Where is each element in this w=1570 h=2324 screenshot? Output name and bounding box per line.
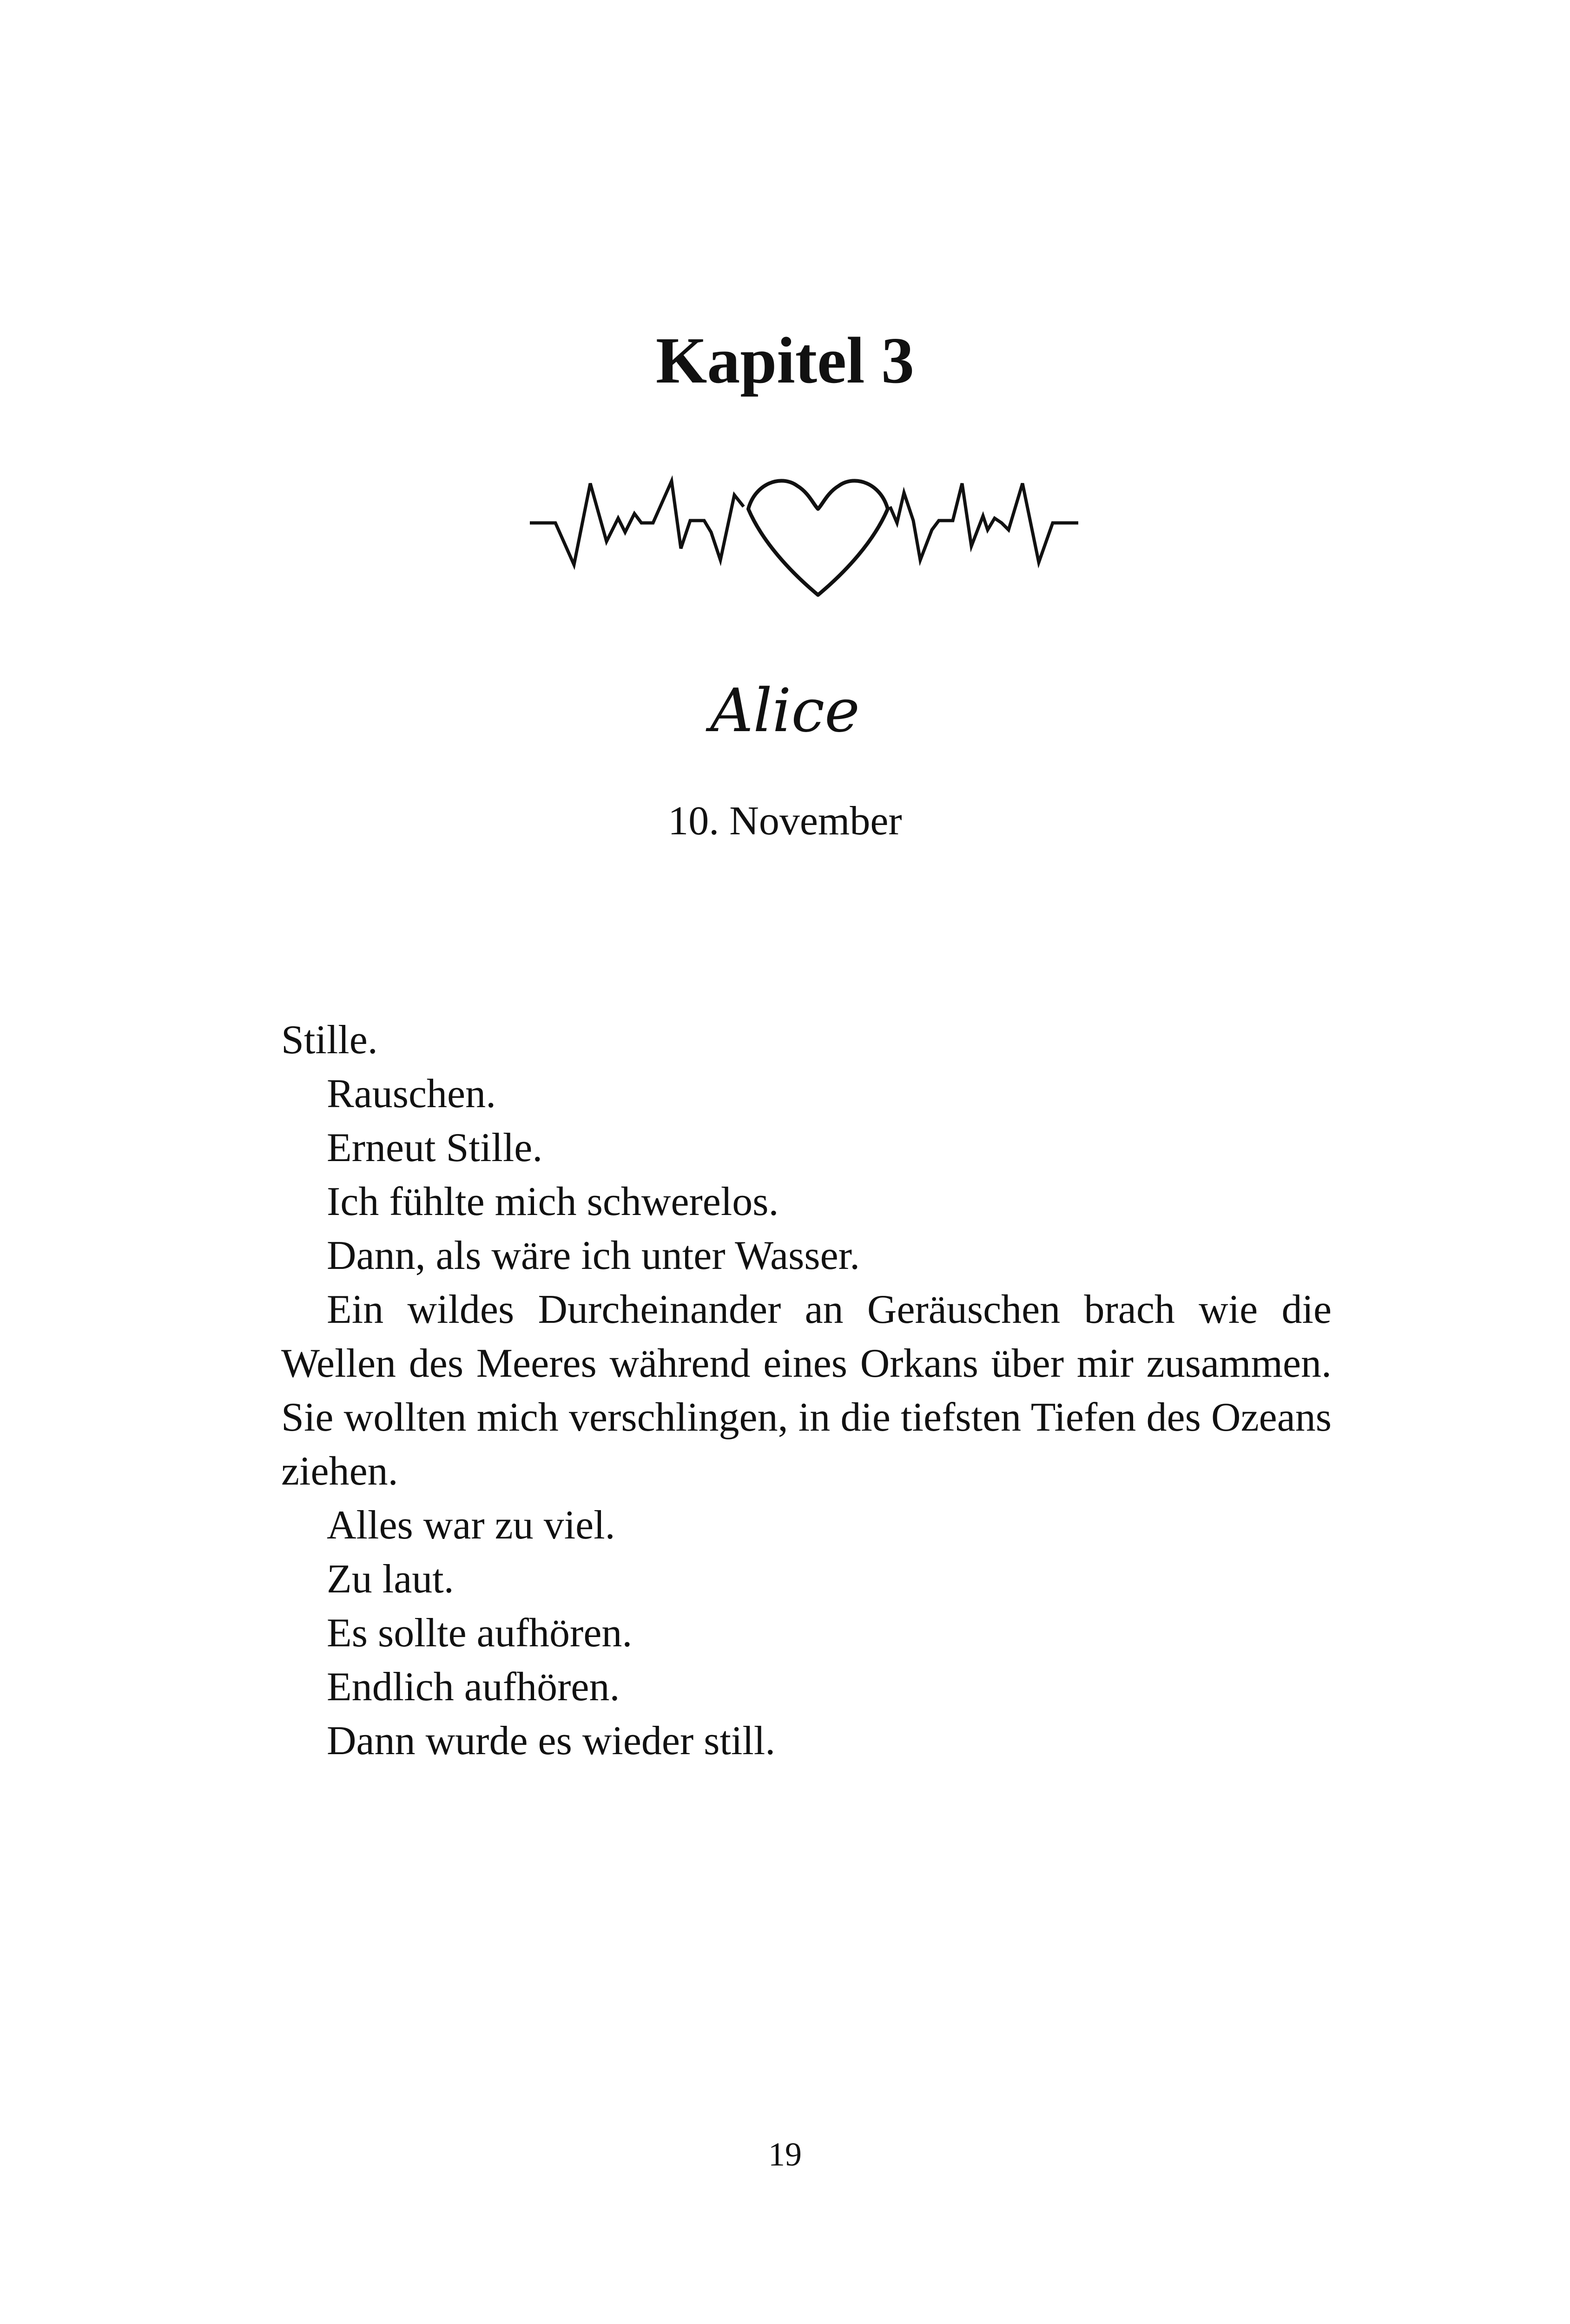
paragraph: Dann wurde es wieder still. <box>327 1718 776 1763</box>
chapter-date: 10. November <box>668 799 902 844</box>
paragraph: Alles war zu viel. <box>327 1503 615 1548</box>
paragraph: Rauschen. <box>327 1071 496 1116</box>
chapter-title: Kapitel 3 <box>655 324 915 397</box>
paragraph: Stille. <box>281 1017 378 1063</box>
paragraph: Zu laut. <box>327 1557 454 1602</box>
heartbeat-heart-icon <box>530 474 1078 600</box>
page-number: 19 <box>768 2136 802 2173</box>
paragraph: Ein wildes Durcheinander an Geräuschen brach wie die Wellen des Meeres während eines Orkans über mir zusammen. Sie wollten mich verschlingen, in die tiefsten Tiefen des Ozeans ziehen. <box>281 1287 1332 1494</box>
narrator-name: Alice <box>710 676 860 746</box>
paragraph: Es sollte aufhören. <box>327 1611 633 1656</box>
paragraph: Endlich aufhören. <box>327 1664 620 1710</box>
chapter-body <box>281 1013 1332 1768</box>
paragraph: Dann, als wäre ich unter Wasser. <box>327 1233 860 1278</box>
paragraph: Erneut Stille. <box>327 1125 543 1170</box>
paragraph: Ich fühlte mich schwerelos. <box>327 1179 779 1224</box>
